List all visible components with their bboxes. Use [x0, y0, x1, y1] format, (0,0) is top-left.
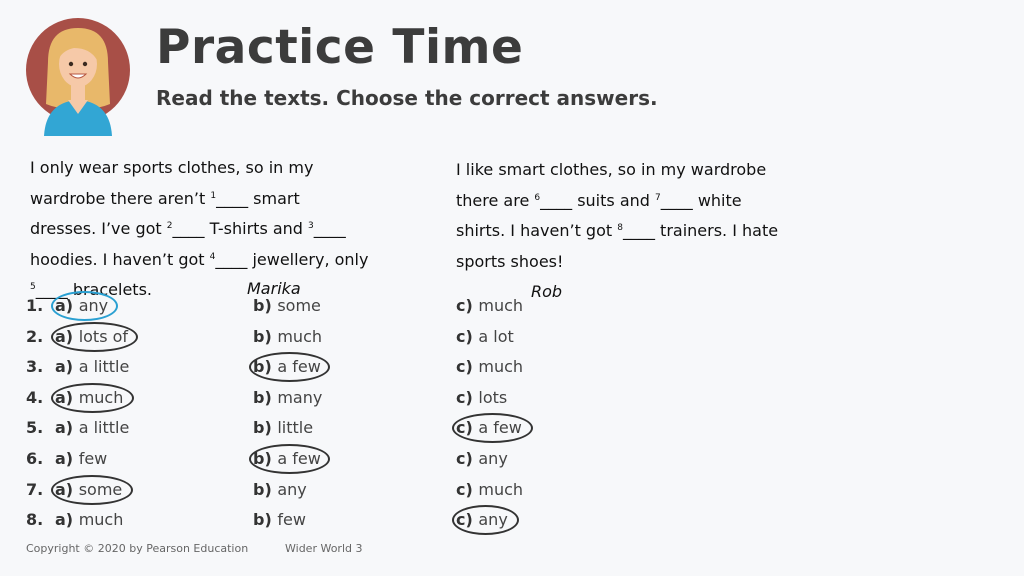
- option-letter: a): [55, 418, 79, 438]
- option-a[interactable]: [55, 327, 128, 346]
- option-text: lots: [478, 387, 508, 407]
- signature-marika: Marika: [247, 279, 301, 298]
- text-line: [30, 214, 430, 245]
- gap-number: 6: [534, 192, 541, 203]
- option-b[interactable]: [253, 388, 322, 407]
- option-text: a few: [277, 449, 321, 468]
- option-text: many: [277, 387, 323, 407]
- option-b[interactable]: [253, 510, 306, 529]
- option-text: a little: [78, 418, 130, 438]
- option-b[interactable]: [253, 449, 321, 468]
- text-segment: there are: [456, 190, 535, 210]
- option-text: few: [78, 449, 108, 468]
- option-letter: a): [55, 479, 79, 499]
- option-a[interactable]: [55, 388, 123, 407]
- option-letter: b): [253, 357, 278, 377]
- option-text: a little: [78, 357, 130, 377]
- question-number: 1.: [26, 296, 44, 315]
- text-segment: sports shoes!: [456, 251, 564, 271]
- text-segment: ____: [313, 219, 346, 238]
- option-text: some: [277, 296, 321, 315]
- option-letter: c): [456, 296, 479, 315]
- gap-number: 8: [617, 223, 623, 233]
- option-letter: a): [55, 296, 79, 315]
- option-letter: a): [55, 387, 79, 407]
- option-text: much: [478, 296, 524, 315]
- question-row: [0, 418, 600, 446]
- option-letter: b): [253, 449, 278, 468]
- page-title: Practice Time: [156, 20, 524, 75]
- option-letter: a): [55, 326, 79, 346]
- question-number: 7.: [26, 479, 44, 499]
- question-row: [0, 388, 600, 416]
- text-line: [456, 216, 816, 247]
- option-text: much: [478, 479, 524, 499]
- option-text: any: [277, 479, 307, 499]
- option-b[interactable]: [253, 418, 313, 437]
- option-text: lots of: [78, 326, 129, 346]
- option-text: few: [277, 510, 306, 530]
- question-row: [0, 449, 600, 477]
- book-title-footer: Wider World 3: [285, 542, 363, 555]
- text-segment: ____ trainers. I hate: [622, 221, 779, 240]
- option-text: a few: [277, 357, 321, 377]
- question-number: 8.: [26, 510, 44, 530]
- option-c[interactable]: [456, 357, 523, 376]
- option-text: much: [478, 357, 524, 377]
- option-c[interactable]: [456, 418, 522, 437]
- option-letter: b): [253, 510, 278, 530]
- option-letter: c): [456, 510, 479, 530]
- option-text: a lot: [478, 326, 514, 346]
- option-letter: b): [253, 387, 278, 407]
- question-number: 6.: [26, 449, 44, 468]
- option-a[interactable]: [55, 480, 122, 499]
- option-letter: c): [456, 449, 479, 468]
- option-c[interactable]: [456, 449, 508, 468]
- question-number: 4.: [26, 387, 44, 407]
- option-a[interactable]: [55, 449, 107, 468]
- gap-number: 1: [210, 190, 217, 201]
- option-letter: c): [456, 326, 479, 346]
- option-letter: a): [55, 449, 79, 468]
- question-row: [0, 327, 600, 355]
- gap-number: 2: [166, 221, 173, 231]
- option-letter: c): [456, 357, 479, 377]
- option-text: much: [78, 510, 124, 530]
- question-row: [0, 480, 600, 508]
- option-text: any: [478, 449, 508, 468]
- option-text: a few: [478, 418, 522, 438]
- teacher-avatar-icon: [26, 18, 130, 136]
- text-line: [30, 245, 430, 276]
- question-number: 5.: [26, 418, 44, 438]
- option-b[interactable]: [253, 327, 322, 346]
- reading-text-marika: [30, 153, 430, 306]
- option-letter: c): [456, 387, 479, 407]
- option-c[interactable]: [456, 510, 508, 529]
- text-segment: dresses. I’ve got: [30, 219, 167, 238]
- text-line: [456, 155, 816, 186]
- question-row: [0, 296, 600, 324]
- question-number: 2.: [26, 326, 44, 346]
- option-text: much: [78, 387, 124, 407]
- text-segment: ____ smart: [216, 188, 300, 208]
- option-text: some: [78, 479, 123, 499]
- option-letter: a): [55, 357, 79, 377]
- option-letter: a): [55, 510, 79, 530]
- page-subtitle: Read the texts. Choose the correct answers.: [156, 86, 658, 110]
- text-segment: ____ white: [660, 190, 742, 210]
- option-c[interactable]: [456, 480, 523, 499]
- text-segment: shirts. I haven’t got: [456, 221, 618, 240]
- option-c[interactable]: [456, 296, 523, 315]
- option-text: little: [277, 418, 314, 438]
- text-line: [456, 186, 816, 217]
- option-letter: c): [456, 418, 479, 438]
- text-segment: hoodies. I haven’t got: [30, 249, 210, 269]
- text-segment: ____ T-shirts and: [172, 219, 309, 238]
- question-row: [0, 510, 600, 538]
- option-b[interactable]: [253, 480, 307, 499]
- option-letter: b): [253, 418, 278, 438]
- option-a[interactable]: [55, 510, 123, 529]
- question-row: [0, 357, 600, 385]
- text-line: [30, 153, 430, 184]
- text-line: [456, 247, 816, 278]
- text-segment: wardrobe there aren’t: [30, 188, 211, 208]
- signature-rob: Rob: [531, 282, 563, 301]
- option-c[interactable]: [456, 327, 514, 346]
- option-letter: b): [253, 326, 278, 346]
- option-text: any: [78, 296, 109, 315]
- gap-number: 5: [30, 282, 36, 292]
- gap-number: 4: [209, 251, 216, 262]
- text-segment: ____ jewellery, only: [215, 249, 369, 269]
- text-segment: ____ suits and: [540, 190, 655, 210]
- option-letter: c): [456, 479, 479, 499]
- reading-text-rob: [456, 155, 816, 277]
- copyright-footer: Copyright © 2020 by Pearson Education: [26, 542, 249, 555]
- question-number: 3.: [26, 357, 44, 377]
- option-letter: b): [253, 296, 278, 315]
- gap-number: 3: [308, 221, 314, 231]
- option-a[interactable]: [55, 418, 129, 437]
- option-b[interactable]: [253, 357, 321, 376]
- option-a[interactable]: [55, 296, 108, 315]
- option-letter: b): [253, 479, 278, 499]
- option-text: much: [277, 326, 323, 346]
- text-segment: I like smart clothes, so in my wardrobe: [456, 160, 767, 179]
- gap-number: 7: [655, 192, 661, 203]
- option-text: any: [478, 510, 508, 530]
- option-b[interactable]: [253, 296, 321, 315]
- text-segment: ____ bracelets.: [35, 280, 152, 299]
- text-line: [30, 184, 430, 215]
- option-a[interactable]: [55, 357, 129, 376]
- option-c[interactable]: [456, 388, 507, 407]
- text-segment: I only wear sports clothes, so in my: [30, 158, 314, 177]
